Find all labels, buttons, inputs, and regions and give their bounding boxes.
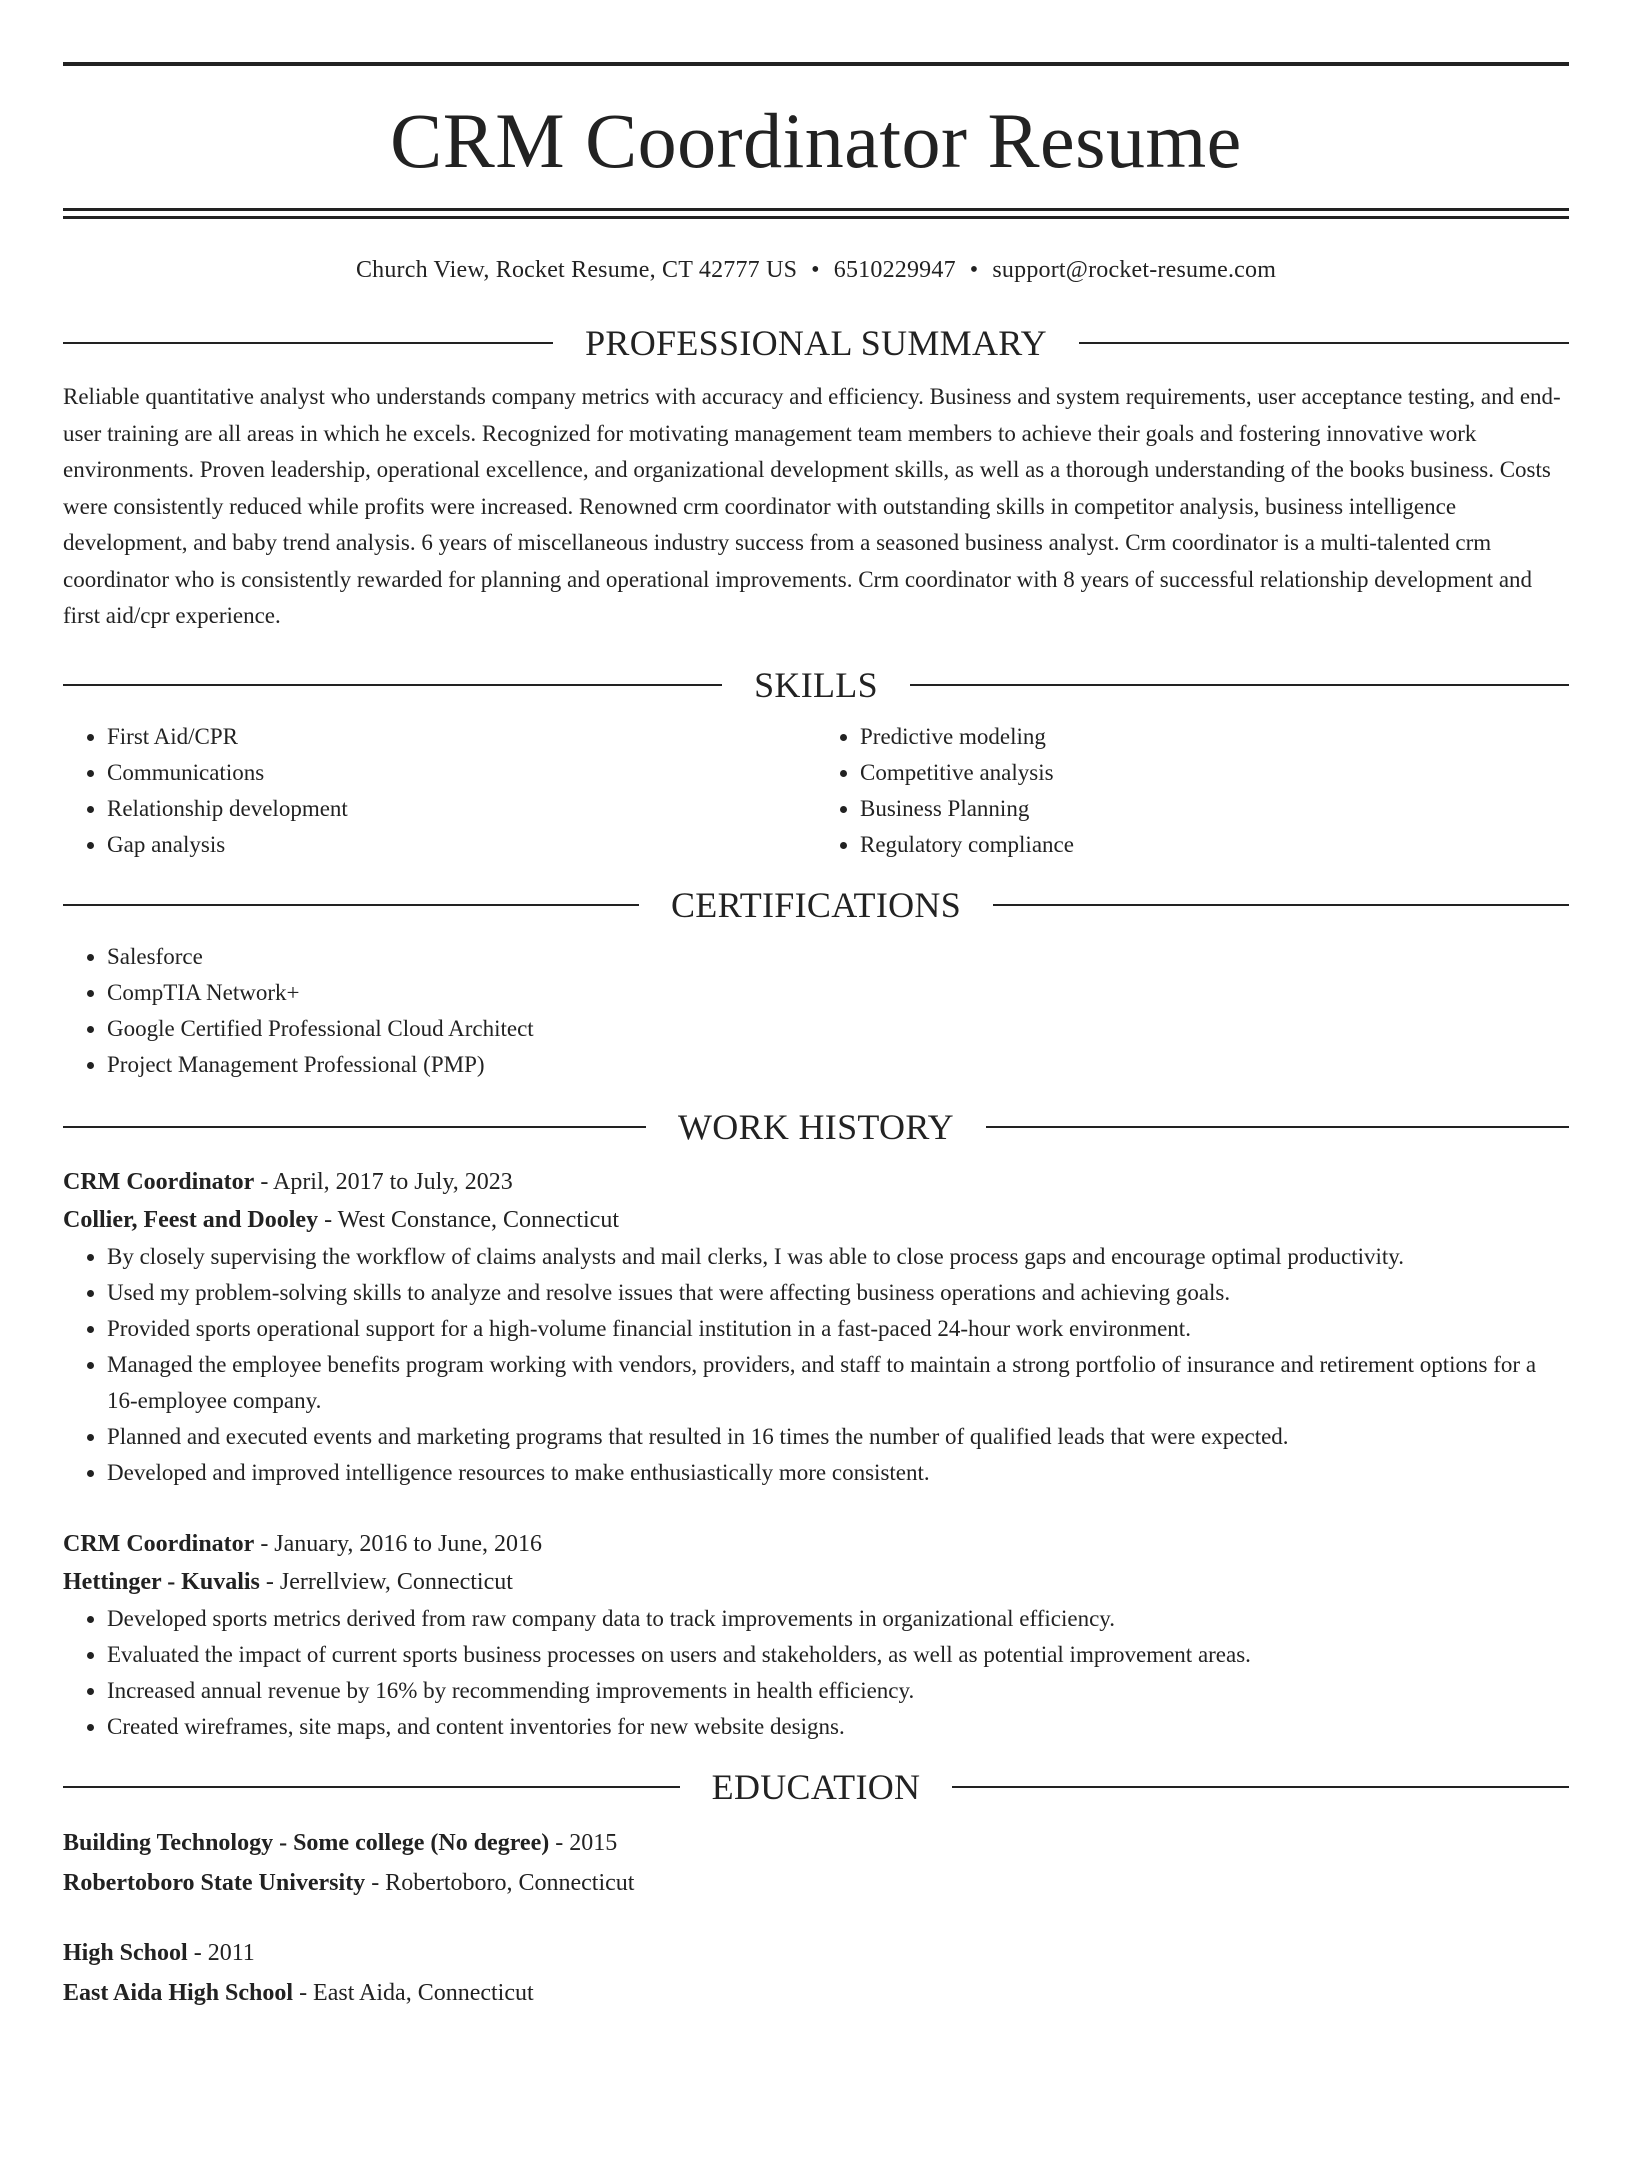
summary-paragraph: Reliable quantitative analyst who understands company metrics with accuracy and efficiency. Business and system requirements, user acceptance testing, and end-user training are all areas in which he excels. Recognized for motivating management team members to achieve their goals and fostering innovative work environments. Proven leadership, operational excellence, and organizational development skills, as well as a thorough understanding of the books business. Costs were consistently reduced while profits were increased. Renowned crm coordinator with outstanding skills in competitor analysis, business intelligence development, and baby trend analysis. 6 years of miscellaneous industry success from a seasoned business analyst. Crm coordinator is a multi-talented crm coordinator who is consistently rewarded for planning and operational improvements. Crm coordinator with 8 years of successful relationship development and first aid/cpr experience. xyxy=(63,384,1561,628)
education-school: Robertoboro State University xyxy=(63,1869,366,1896)
education-location: - Robertoboro, Connecticut xyxy=(365,1869,635,1896)
education-degree: Building Technology - Some college (No degree) xyxy=(63,1829,550,1856)
skill-item: • First Aid/CPR xyxy=(107,719,816,755)
certification-item: • Project Management Professional (PMP) xyxy=(107,1047,1569,1083)
section-title-skills: SKILLS xyxy=(754,664,878,705)
resume-title: CRM Coordinator Resume xyxy=(390,97,1242,184)
contact-separator: • xyxy=(969,257,979,283)
skill-item: • Business Planning xyxy=(860,791,1569,827)
education-entry xyxy=(63,1823,1569,1903)
education-school-line xyxy=(63,1973,1569,2013)
contact-line xyxy=(63,255,1569,285)
certifications-list xyxy=(63,939,1569,1083)
section-header-skills xyxy=(63,663,1569,707)
job-company-line xyxy=(63,1563,1569,1601)
resume-page xyxy=(0,62,1632,2174)
section-header-summary xyxy=(63,321,1569,365)
education-degree-line xyxy=(63,1933,1569,1973)
skill-item: • Competitive analysis xyxy=(860,755,1569,791)
skill-item: • Relationship development xyxy=(107,791,816,827)
certification-item: • CompTIA Network+ xyxy=(107,975,1569,1011)
skills-column-right xyxy=(816,719,1569,863)
job-bullets xyxy=(63,1601,1569,1745)
divider-line xyxy=(1079,342,1569,344)
divider-line xyxy=(63,1126,646,1128)
education-school-line xyxy=(63,1863,1569,1903)
divider-line xyxy=(952,1786,1569,1788)
skill-item: • Communications xyxy=(107,755,816,791)
job-company: Hettinger - Kuvalis xyxy=(63,1568,260,1595)
job-bullet: • Developed sports metrics derived from raw company data to track improvements in organizational efficiency. xyxy=(107,1601,1569,1637)
job-title-line xyxy=(63,1525,1569,1563)
job-dates: - January, 2016 to June, 2016 xyxy=(254,1530,543,1557)
divider-line xyxy=(63,684,722,686)
education-degree: High School xyxy=(63,1939,188,1966)
job-bullet: • By closely supervising the workflow of claims analysts and mail clerks, I was able to close process gaps and encourage optimal productivity. xyxy=(107,1239,1569,1275)
job-bullets xyxy=(63,1239,1569,1491)
job-title: CRM Coordinator xyxy=(63,1168,255,1195)
contact-email: support@rocket-resume.com xyxy=(992,257,1277,283)
certification-item: • Google Certified Professional Cloud Architect xyxy=(107,1011,1569,1047)
section-header-work xyxy=(63,1105,1569,1149)
skill-item: • Regulatory compliance xyxy=(860,827,1569,863)
skill-item: • Predictive modeling xyxy=(860,719,1569,755)
divider-line xyxy=(63,342,553,344)
education-year: - 2011 xyxy=(187,1939,255,1966)
job-bullet: • Increased annual revenue by 16% by recommending improvements in health efficiency. xyxy=(107,1673,1569,1709)
education-entry xyxy=(63,1933,1569,2013)
section-header-certifications xyxy=(63,883,1569,927)
job-entry xyxy=(63,1163,1569,1491)
job-bullet: • Managed the employee benefits program working with vendors, providers, and staff to maintain a strong portfolio of insurance and retirement options for a 16-employee company. xyxy=(107,1347,1569,1419)
contact-phone: 6510229947 xyxy=(833,257,956,283)
skills-column-left xyxy=(63,719,816,863)
job-title-line xyxy=(63,1163,1569,1201)
title-double-rule xyxy=(63,208,1569,219)
job-entry xyxy=(63,1525,1569,1745)
section-title-certifications: CERTIFICATIONS xyxy=(670,884,962,925)
certification-item: • Salesforce xyxy=(107,939,1569,975)
divider-line xyxy=(63,1786,680,1788)
section-title-summary: PROFESSIONAL SUMMARY xyxy=(585,323,1047,363)
job-company: Collier, Feest and Dooley xyxy=(63,1206,319,1233)
education-location: - East Aida, Connecticut xyxy=(293,1979,534,2006)
divider-line xyxy=(63,904,639,906)
job-bullet: • Used my problem-solving skills to analyze and resolve issues that were affecting business operations and achieving goals. xyxy=(107,1275,1569,1311)
education-degree-line xyxy=(63,1823,1569,1863)
contact-separator: • xyxy=(811,257,820,283)
section-header-education xyxy=(63,1765,1569,1809)
skill-item: • Gap analysis xyxy=(107,827,816,863)
section-title-education: EDUCATION xyxy=(711,1766,921,1807)
job-bullet: • Created wireframes, site maps, and content inventories for new website designs. xyxy=(107,1709,1569,1745)
job-bullet: • Planned and executed events and marketing programs that resulted in 16 times the number of qualified leads that were expected. xyxy=(107,1419,1569,1455)
job-location: - West Constance, Connecticut xyxy=(318,1206,619,1233)
contact-address: Church View, Rocket Resume, CT 42777 US xyxy=(355,257,798,283)
divider-line xyxy=(993,904,1569,906)
skills-list xyxy=(63,719,1569,863)
job-bullet: • Provided sports operational support for a high-volume financial institution in a fast-paced 24-hour work environment. xyxy=(107,1311,1569,1347)
job-bullet: • Developed and improved intelligence resources to make enthusiastically more consistent. xyxy=(107,1455,1569,1491)
job-dates: - April, 2017 to July, 2023 xyxy=(254,1168,513,1195)
job-bullet: • Evaluated the impact of current sports business processes on users and stakeholders, as well as potential improvement areas. xyxy=(107,1637,1569,1673)
divider-line xyxy=(910,684,1569,686)
section-title-work: WORK HISTORY xyxy=(678,1106,954,1147)
job-company-line xyxy=(63,1201,1569,1239)
job-location: - Jerrellview, Connecticut xyxy=(259,1568,513,1595)
job-title: CRM Coordinator xyxy=(63,1530,255,1557)
education-year: - 2015 xyxy=(549,1829,618,1856)
education-school: East Aida High School xyxy=(63,1979,294,2006)
divider-line xyxy=(986,1126,1569,1128)
